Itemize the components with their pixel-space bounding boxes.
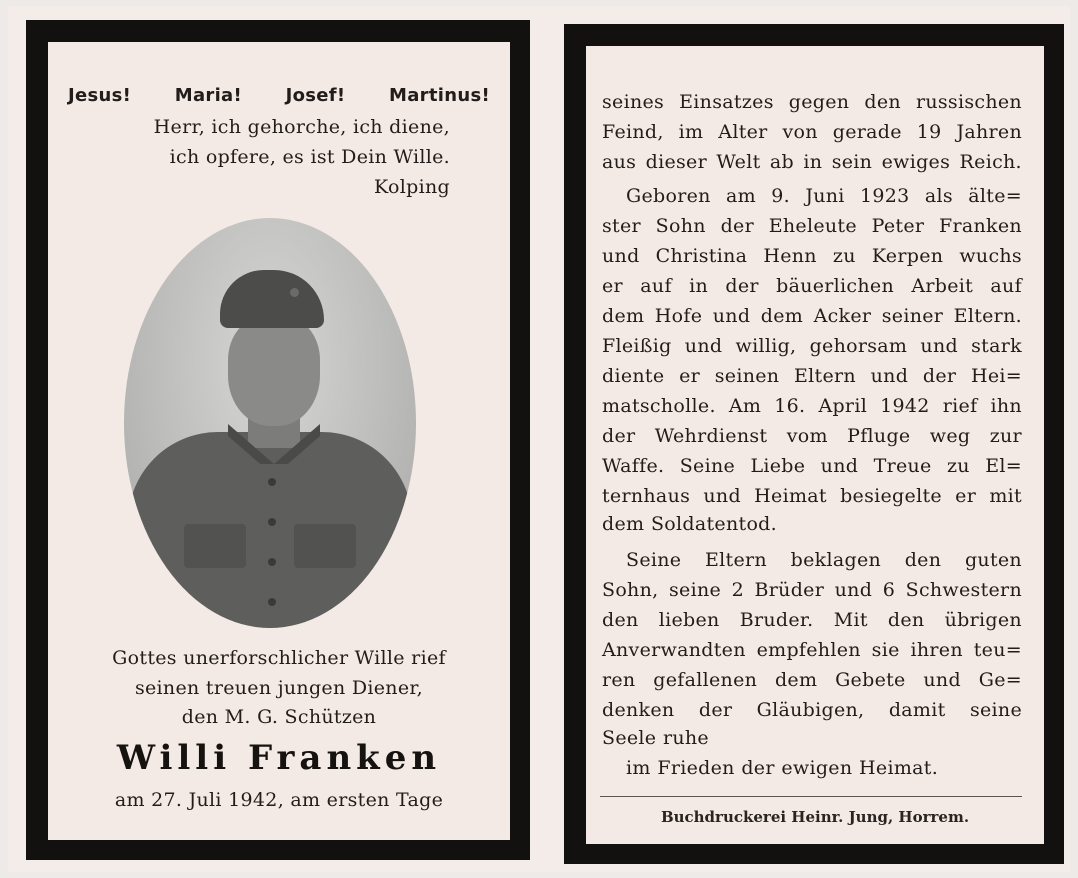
word: zur [989,425,1022,447]
word: Eltern. [953,305,1022,327]
text-line [602,334,1022,358]
prayer-line-2: ich opfere, es ist Dein Wille. [169,146,450,168]
invocation-jesus: Jesus! [68,85,132,106]
word: den [904,549,942,571]
text-line [602,578,1022,602]
word: am [726,185,756,207]
deceased-name: Willi Franken [116,738,442,778]
word: ruhe [662,727,709,749]
word: Gläubigen, [756,699,865,721]
text-line [602,608,1022,632]
word: der [741,757,775,779]
word: lieben [658,609,720,631]
word: vom [786,425,828,447]
caption-line-2: seinen treuen jungen Diener, [134,677,424,699]
word: Hei= [970,365,1022,387]
word: sein [831,151,873,173]
text-line [602,244,1022,268]
word: Sohn, [602,579,659,601]
printer-credit: Buchdruckerei Heinr. Jung, Horrem. [660,808,970,826]
word: ren [602,669,636,691]
word: Juni [805,185,845,207]
word: den [602,609,639,631]
word: Brüder [754,579,825,601]
word: Eheleute [768,215,857,237]
word: Seine [679,455,736,477]
word: im [678,121,704,143]
word: Franken [939,215,1022,237]
word: der [725,275,759,297]
word: stark [971,335,1022,357]
word: Mit [833,609,868,631]
word: und [602,245,640,267]
word: der [922,365,957,387]
word: Peter [871,215,925,237]
word: dem [760,305,804,327]
word: ihn [990,395,1022,417]
text-line [602,484,1022,508]
left-panel-border [26,20,530,860]
word: dem [774,669,818,691]
word: und [834,579,873,601]
word: und [920,335,958,357]
word: gehorsam [809,335,908,357]
word: Welt [716,151,761,173]
closing-line [626,756,1022,780]
word: gefallenen [653,669,758,691]
word: Anverwandten [602,639,746,661]
word: matscholle. [602,395,716,417]
word: denken [602,699,675,721]
word: 1923 [860,185,910,207]
text-line [602,364,1022,388]
text-line [602,120,1022,144]
word: in [803,151,823,173]
word: Schwestern [905,579,1022,601]
word: dem [602,513,645,535]
word: Pfluge [847,425,911,447]
word: Gebete [835,669,906,691]
prayer-line-1: Herr, ich gehorche, ich diene, [153,116,450,138]
word: Ge= [978,669,1022,691]
word: den [887,609,925,631]
word: ihren [910,639,963,661]
word: beklagen [790,549,882,571]
word: als [924,185,953,207]
word: Heimat [754,485,827,507]
text-line [602,214,1022,238]
word: und [703,485,741,507]
word: gerade [832,121,902,143]
word: Acker [813,305,872,327]
word: wuchs [959,245,1022,267]
word: der [698,699,733,721]
word: ewiges [881,151,951,173]
text-line [602,90,1022,114]
word: Kerpen [871,245,944,267]
word: und [712,305,751,327]
word: seiner [881,305,944,327]
word: seinen [714,365,780,387]
word: auf [640,275,672,297]
word: der [602,425,636,447]
word: Liebe [750,455,806,477]
word: Eltern [705,549,767,571]
word: übrigen [944,609,1022,631]
word: 1942 [880,395,930,417]
text-line [602,274,1022,298]
word: Arbeit [911,275,974,297]
word: Treue [873,455,932,477]
word: Heimat. [859,757,939,779]
word: Am [728,395,762,417]
word: Waffe. [602,455,665,477]
right-panel-border [564,24,1064,864]
word: Wehrdienst [654,425,768,447]
word: ster [602,215,641,237]
word: dem [602,305,645,327]
word: ewigen [781,757,853,779]
word: willig, [735,335,797,357]
left-panel [48,42,510,840]
word: Seele [602,727,657,749]
word: er [602,275,623,297]
word: Alter [718,121,768,143]
word: ternhaus [602,485,691,507]
word: der [720,215,754,237]
word: und [684,335,723,357]
text-line [626,184,1022,208]
word: Fleißig [602,335,672,357]
word: sie [871,639,900,661]
text-line [602,454,1022,478]
word: 19 [916,121,942,143]
word: von [782,121,818,143]
word: 16. [774,395,806,417]
word: auf [990,275,1022,297]
word: Reich. [959,151,1022,173]
word: empfehlen [756,639,861,661]
text-line [626,548,1022,572]
word: Jahren [956,121,1022,143]
death-date-line: am 27. Juli 1942, am ersten Tage [114,789,444,811]
word: dieser [645,151,707,173]
invocation-josef: Josef! [285,85,346,106]
word: mit [989,485,1022,507]
divider [600,796,1022,797]
word: Soldatentod. [650,513,777,535]
caption-line-1: Gottes unerforschlicher Wille rief [112,647,446,669]
word: rief [942,395,978,417]
text-line [602,394,1022,418]
prayer-author: Kolping [374,176,450,198]
word: besiegelte [840,485,942,507]
word: zu [832,245,856,267]
word: 9. [771,185,790,207]
word: damit [888,699,946,721]
word: und [870,365,909,387]
word: seines [602,91,665,113]
word: aus [602,151,637,173]
word: russischen [915,91,1022,113]
word: bäuerlichen [776,275,894,297]
soldier-portrait [124,218,416,628]
word: seine [669,579,722,601]
word: Einsatzes [679,91,774,113]
invocation-maria: Maria! [174,85,243,106]
word: den [864,91,901,113]
text-line [602,304,1022,328]
word: Bruder. [739,609,814,631]
word: Hofe [654,305,703,327]
word: ab [769,151,794,173]
word: er [679,365,701,387]
word: weg [929,425,971,447]
word: April [818,395,868,417]
text-line [602,668,1022,692]
word: Henn [763,245,817,267]
word: Geboren [626,185,711,207]
text-line [602,512,1022,536]
text-line [602,424,1022,448]
word: und [923,669,961,691]
word: El= [985,455,1022,477]
word: teu= [973,639,1022,661]
invocation-martinus: Martinus! [389,85,490,106]
word: Christina [655,245,748,267]
word: zu [946,455,970,477]
text-line [602,698,1022,722]
word: guten [964,549,1022,571]
invocation-names [68,84,490,108]
word: gegen [788,91,850,113]
word: Seine [626,549,682,571]
word: im [626,757,651,779]
word: älte= [968,185,1022,207]
text-line [602,150,1022,174]
word: 6 [882,579,896,601]
word: Feind, [602,121,664,143]
word: 2 [731,579,744,601]
word: seine [969,699,1022,721]
caption-line-3: den M. G. Schützen [181,706,377,728]
word: Eltern [794,365,856,387]
text-line [602,726,1022,750]
right-panel [586,46,1044,844]
word: diente [602,365,665,387]
word: und [820,455,859,477]
word: Sohn [655,215,706,237]
word: er [955,485,977,507]
word: Frieden [657,757,735,779]
word: in [689,275,709,297]
text-line [602,638,1022,662]
